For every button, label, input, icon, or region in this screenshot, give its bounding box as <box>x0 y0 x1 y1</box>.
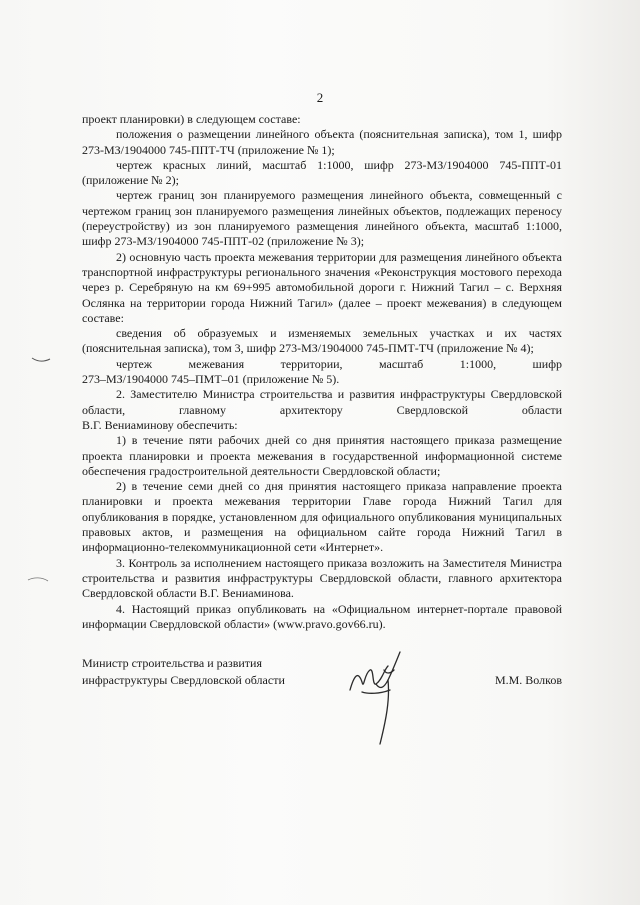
paragraph-land-plots: сведения об образуемых и изменяемых земельных участках и их частях (пояснительная записка), том 3, шифр 273-МЗ/1904000 745-ПМТ-ТЧ (приложение № 4); <box>82 326 562 356</box>
signatory-name: М.М. Волков <box>494 673 562 687</box>
paragraph-zones-drawing: чертеж границ зон планируемого размещения линейного объекта, совмещенный с чертежом границ зон планируемого размещения линейных объектов, подлежащих переносу (переустройству) из зон планируемого размещения линейного объекта, масштаб 1:1000, шифр 273-МЗ/1904000 745-ППТ-02 (приложение № 3); <box>82 188 562 249</box>
page-number: 2 <box>316 90 324 105</box>
signatory-title <box>82 655 285 689</box>
paragraph-red-lines-drawing: чертеж красных линий, масштаб 1:1000, шифр 273-МЗ/1904000 745-ППТ-01 (приложение № 2); <box>82 157 562 188</box>
paragraph-item-4: 4. Настоящий приказ опубликовать на «Официальном интернет-портале правовой информации Свердловской области» (www.pravo.gov66.ru). <box>82 601 562 631</box>
signatory-title-line1: Министр строительства и развития <box>82 656 262 670</box>
paragraph-survey-drawing-line1: чертеж межевания территории, масштаб 1:1000, шифр <box>116 356 562 371</box>
scan-artifact-icon <box>26 575 50 583</box>
document-body <box>82 112 562 632</box>
paragraph-subitem-2: 2) в течение семи дней со дня принятия настоящего приказа направление проекта планировки и проекта межевания территории Главе города Нижний Тагил для опубликования в порядке, установленном для официального опубликования муниципальных правовых актов, и размещения на официальном сайте города Нижний Тагил в информационно-телекоммуникационной сети «Интернет». <box>82 479 562 555</box>
scan-artifact-icon <box>30 355 52 363</box>
paragraph-item-3: 3. Контроль за исполнением настоящего приказа возложить на Заместителя Министра строительства и развития инфраструктуры Свердловской области, главного архитектора Свердловской области В.Г. Вениаминова. <box>82 555 562 601</box>
paragraph-explanatory-note: положения о размещении линейного объекта (пояснительная записка), том 1, шифр 273-МЗ/1904000 745-ППТ-ТЧ (приложение № 1); <box>82 127 562 157</box>
paragraph-subitem-1: 1) в течение пяти рабочих дней со дня принятия настоящего приказа размещение проекта планировки и проекта межевания в государственной информационной системе обеспечения градостроительной деятельности Свердловской области; <box>82 433 562 478</box>
paragraph-survey-project: 2) основную часть проекта межевания территории для размещения линейного объекта транспортной инфраструктуры регионального значения «Реконструкция мостового перехода через р. Серебряную на км 69+995 автомобильной дороги г. Нижний Тагил – с. Верхняя Ослянка на территории города Нижний Тагил» (далее – проект межевания) в следующем составе: <box>82 249 562 325</box>
paragraph-item-2-main: 2. Заместителю Министра строительства и развития инфраструктуры Свердловской области, главному архитектору Свердловской области <box>82 387 562 417</box>
paragraph-survey-drawing-line2: 273–МЗ/1904000 745–ПМТ–01 (приложение № 5). <box>82 372 340 387</box>
handwritten-signature-icon <box>340 640 430 750</box>
paragraph-intro: проект планировки) в следующем составе: <box>82 112 301 126</box>
paragraph-item-2-addressee: В.Г. Вениаминову обеспечить: <box>82 417 238 432</box>
signatory-title-line2: инфраструктуры Свердловской области <box>82 673 285 687</box>
